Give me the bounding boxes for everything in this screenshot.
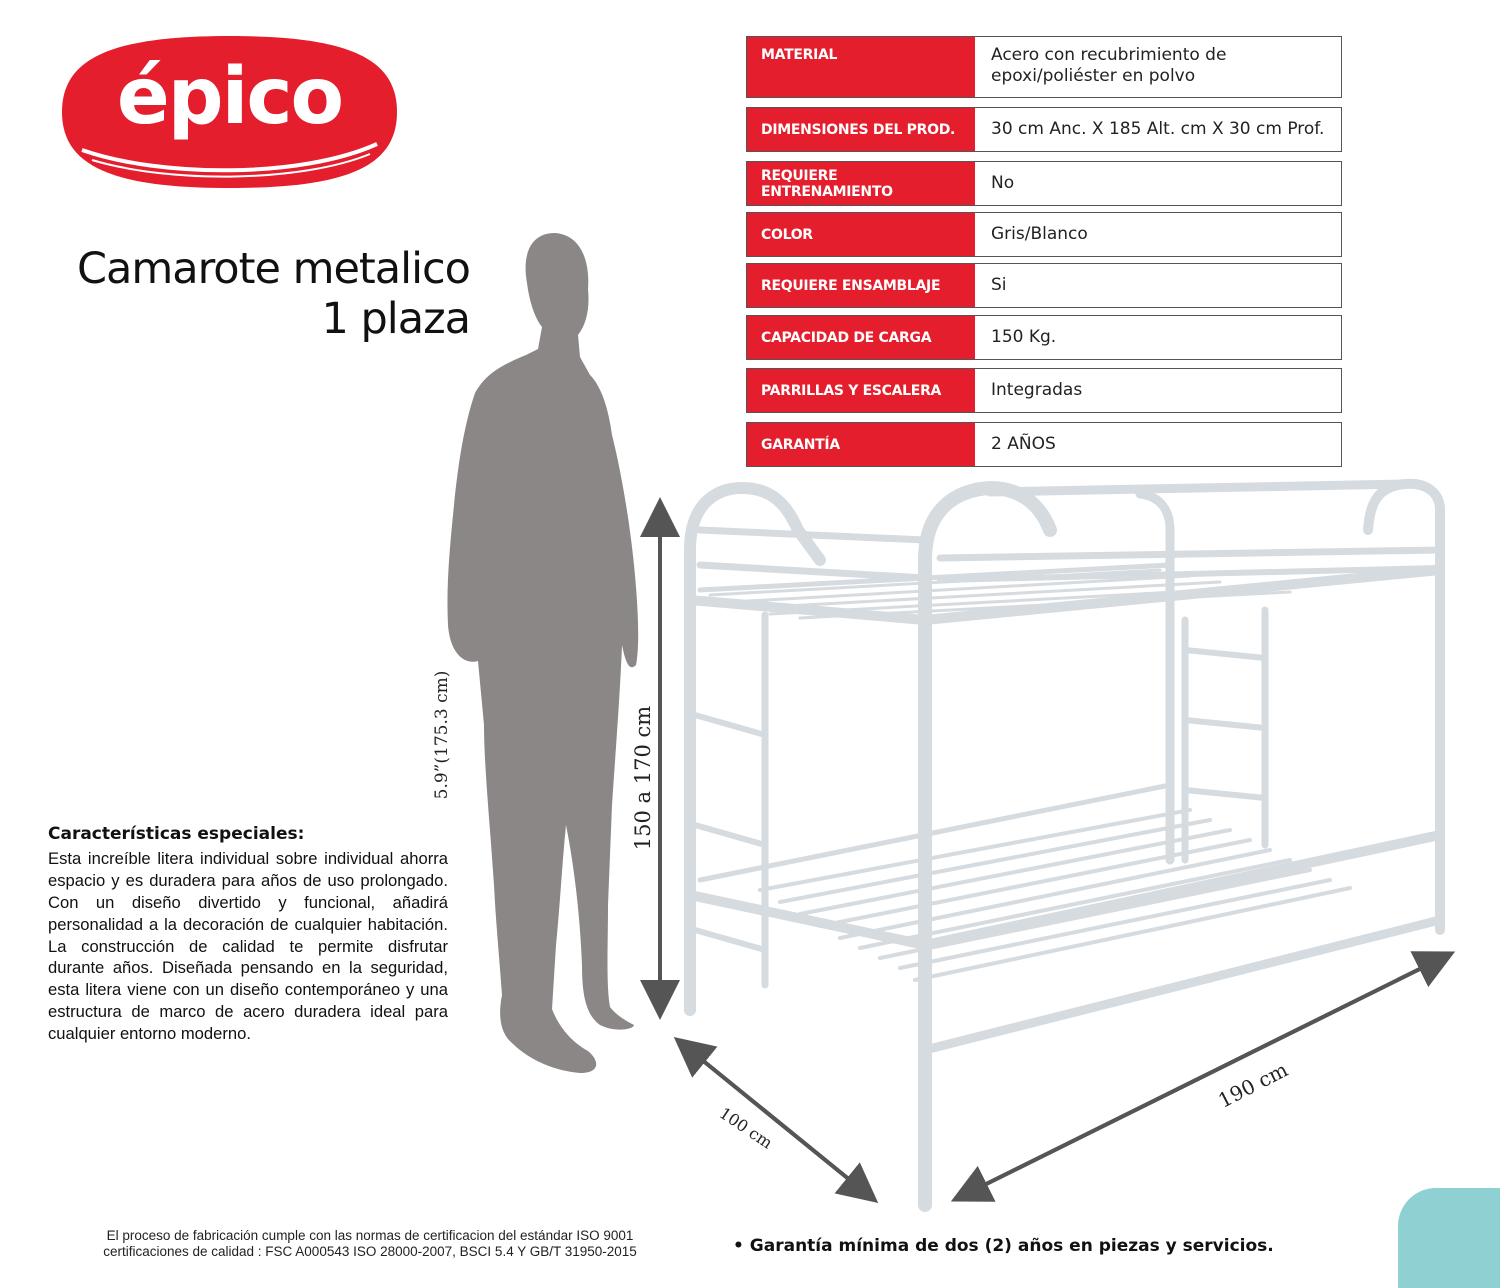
spec-value: 30 cm Anc. X 185 Alt. cm X 30 cm Prof.: [991, 118, 1325, 139]
spec-row-color: [746, 212, 1342, 257]
bed-height-label: 150 a 170 cm: [631, 705, 655, 851]
person-silhouette: [430, 225, 645, 1085]
product-title-line2: 1 plaza: [321, 294, 470, 344]
spec-row-material: [746, 36, 1342, 98]
spec-value: Si: [991, 274, 1007, 295]
person-height-label: 5.9”(175.3 cm): [432, 670, 452, 800]
spec-label: GARANTÍA: [747, 423, 975, 466]
corner-decoration: [1398, 1188, 1500, 1288]
spec-label: PARRILLAS Y ESCALERA: [747, 369, 975, 412]
spec-value: Integradas: [991, 379, 1083, 400]
spec-value: No: [991, 172, 1015, 193]
spec-label: COLOR: [747, 213, 975, 256]
spec-label: REQUIERE ENTRENAMIENTO: [747, 162, 975, 205]
spec-row-load-capacity: [746, 315, 1342, 360]
bunk-bed-image: [670, 470, 1470, 1220]
spec-label: MATERIAL: [747, 37, 975, 97]
certification-line1: El proceso de fabricación cumple con las normas de certificacion del estándar ISO 9001: [106, 1228, 634, 1243]
spec-value: 2 AÑOS: [991, 433, 1056, 454]
spec-row-slats-ladder: [746, 368, 1342, 413]
warranty-note: • Garantía mínima de dos (2) años en piezas y servicios.: [733, 1236, 1274, 1256]
bed-length-label: 190 cm: [1214, 1057, 1292, 1113]
spec-value: Gris/Blanco: [991, 223, 1088, 244]
spec-row-warranty: [746, 422, 1342, 467]
brand-logo-text: épico: [116, 52, 343, 142]
features-body: Esta increíble litera individual sobre individual ahorra espacio y es duradera para años de uso prolongado. Con un diseño divertido y funcional, añadirá personalidad a la decoración de cualquier habitación. La construcción de calidad te permite disfrutar durante años. Diseñada pensando en la seguridad, esta litera viene con un diseño contemporáneo y una estructura de marco de acero duradera ideal para cualquier entorno moderno.: [48, 849, 448, 1044]
spec-value: 150 Kg.: [991, 326, 1057, 347]
certification-note: [40, 1228, 700, 1260]
spec-label: REQUIERE ENSAMBLAJE: [747, 264, 975, 307]
spec-label: CAPACIDAD DE CARGA: [747, 316, 975, 359]
bed-width-label: 100 cm: [715, 1103, 777, 1153]
spec-row-training: [746, 161, 1342, 206]
spec-value: Acero con recubrimiento de epoxi/poliéster en polvo: [991, 45, 1227, 87]
product-title-line1: Camarote metalico: [76, 244, 470, 294]
certification-line2: certificaciones de calidad : FSC A000543 ISO 28000-2007, BSCI 5.4 Y GB/T 31950-2015: [103, 1244, 637, 1260]
features-title: Características especiales:: [48, 824, 305, 844]
spec-row-assembly: [746, 263, 1342, 308]
spec-row-dimensions: [746, 107, 1342, 152]
spec-label: DIMENSIONES DEL PROD.: [747, 108, 975, 151]
